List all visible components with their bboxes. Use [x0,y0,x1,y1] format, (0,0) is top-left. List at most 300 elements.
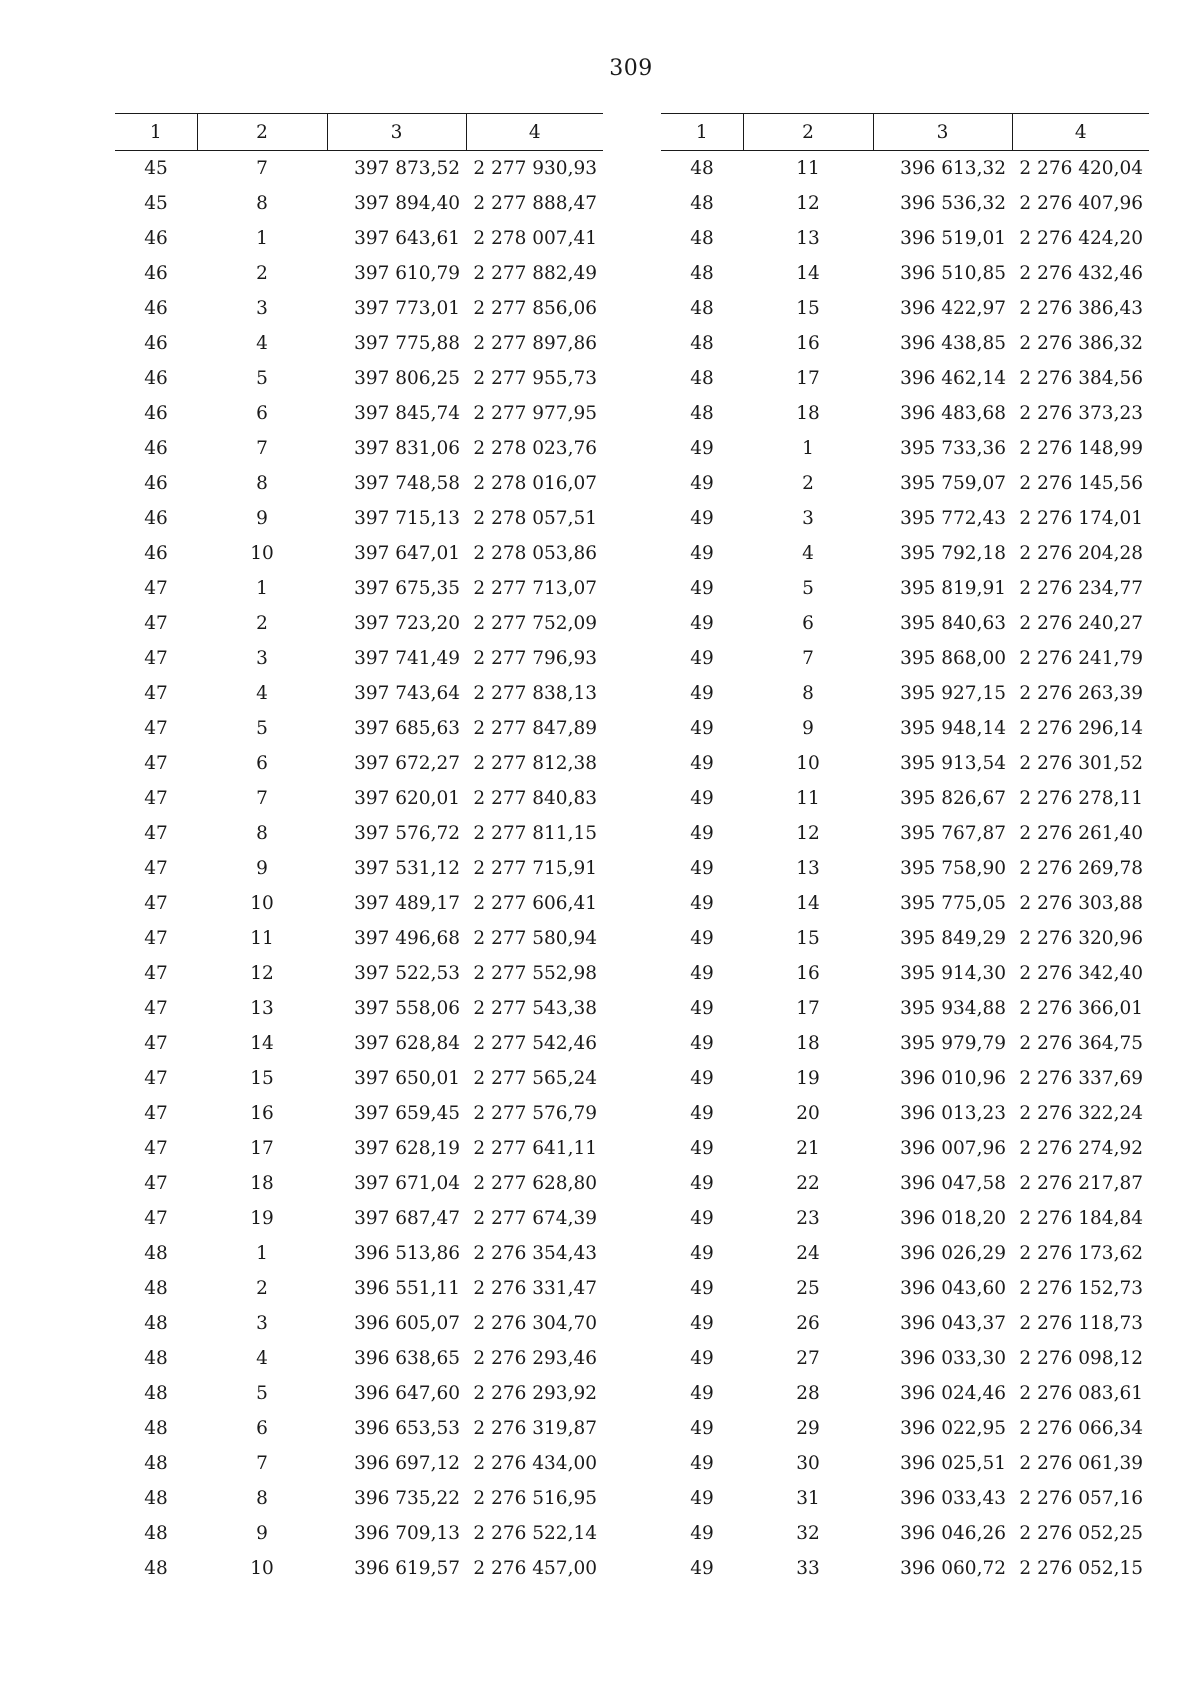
cell-plot-number: 48 [690,368,714,389]
cell-point-number: 1 [802,438,814,459]
cell-coordinate-y: 2 276 269,78 [1019,858,1143,879]
cell-point-number: 6 [256,753,268,774]
table-row [661,816,1149,851]
table-row [661,501,1149,536]
cell-coordinate-x: 397 873,52 [354,158,460,179]
cell-coordinate-y: 2 277 543,38 [473,998,597,1019]
table-row [115,606,603,641]
table-row [661,886,1149,921]
table-row [661,396,1149,431]
table-header-row [115,114,603,151]
cell-point-number: 8 [256,473,268,494]
table-row [661,256,1149,291]
cell-plot-number: 46 [144,473,168,494]
cell-point-number: 5 [256,718,268,739]
cell-coordinate-y: 2 276 434,00 [473,1453,597,1474]
cell-plot-number: 49 [690,1383,714,1404]
cell-coordinate-y: 2 277 713,07 [473,578,597,599]
cell-coordinate-x: 397 643,61 [354,228,460,249]
cell-point-number: 3 [256,648,268,669]
cell-plot-number: 49 [690,1348,714,1369]
cell-plot-number: 49 [690,1313,714,1334]
table-row [115,431,603,466]
table-row [661,1201,1149,1236]
cell-plot-number: 46 [144,228,168,249]
cell-plot-number: 49 [690,1103,714,1124]
cell-point-number: 3 [256,1313,268,1334]
cell-coordinate-y: 2 277 565,24 [473,1068,597,1089]
column-header-1: 1 [661,114,743,151]
table-row [115,1341,603,1376]
cell-point-number: 6 [256,403,268,424]
table-row [661,571,1149,606]
cell-coordinate-y: 2 277 888,47 [473,193,597,214]
cell-coordinate-y: 2 277 606,41 [473,893,597,914]
cell-point-number: 18 [250,1173,274,1194]
cell-coordinate-x: 396 033,43 [900,1488,1006,1509]
cell-plot-number: 49 [690,963,714,984]
cell-plot-number: 49 [690,1173,714,1194]
cell-coordinate-x: 396 438,85 [900,333,1006,354]
cell-plot-number: 47 [144,753,168,774]
cell-coordinate-x: 397 675,35 [354,578,460,599]
cell-coordinate-y: 2 277 838,13 [473,683,597,704]
cell-coordinate-y: 2 276 296,14 [1019,718,1143,739]
table-row [661,151,1149,187]
cell-coordinate-x: 396 043,37 [900,1313,1006,1334]
cell-plot-number: 46 [144,333,168,354]
cell-plot-number: 48 [690,333,714,354]
cell-coordinate-y: 2 276 432,46 [1019,263,1143,284]
table-row [115,1411,603,1446]
cell-plot-number: 47 [144,1068,168,1089]
table-row [661,221,1149,256]
cell-coordinate-y: 2 278 007,41 [473,228,597,249]
cell-plot-number: 47 [144,1033,168,1054]
cell-coordinate-x: 395 934,88 [900,998,1006,1019]
cell-point-number: 24 [796,1243,820,1264]
table-row [661,1061,1149,1096]
cell-coordinate-y: 2 277 847,89 [473,718,597,739]
cell-coordinate-x: 395 979,79 [900,1033,1006,1054]
cell-point-number: 16 [796,333,820,354]
cell-point-number: 23 [796,1208,820,1229]
cell-coordinate-x: 397 558,06 [354,998,460,1019]
cell-point-number: 11 [250,928,274,949]
table-row [115,711,603,746]
table-row [115,501,603,536]
cell-point-number: 18 [796,1033,820,1054]
cell-coordinate-x: 395 775,05 [900,893,1006,914]
cell-plot-number: 49 [690,858,714,879]
cell-coordinate-y: 2 276 234,77 [1019,578,1143,599]
cell-coordinate-x: 396 010,96 [900,1068,1006,1089]
cell-plot-number: 48 [144,1383,168,1404]
cell-point-number: 6 [256,1418,268,1439]
cell-plot-number: 49 [690,438,714,459]
cell-coordinate-y: 2 276 320,96 [1019,928,1143,949]
table-row [661,956,1149,991]
cell-coordinate-y: 2 276 061,39 [1019,1453,1143,1474]
cell-plot-number: 48 [690,298,714,319]
cell-coordinate-x: 396 536,32 [900,193,1006,214]
cell-coordinate-x: 395 759,07 [900,473,1006,494]
cell-point-number: 17 [796,998,820,1019]
cell-coordinate-x: 396 638,65 [354,1348,460,1369]
table-row [115,1026,603,1061]
cell-coordinate-y: 2 277 552,98 [473,963,597,984]
table-row [115,1271,603,1306]
cell-coordinate-x: 396 513,86 [354,1243,460,1264]
cell-coordinate-x: 396 647,60 [354,1383,460,1404]
cell-coordinate-x: 397 672,27 [354,753,460,774]
cell-coordinate-x: 397 715,13 [354,508,460,529]
cell-plot-number: 47 [144,578,168,599]
column-header-2: 2 [743,114,873,151]
cell-plot-number: 48 [690,228,714,249]
cell-plot-number: 49 [690,1068,714,1089]
cell-plot-number: 47 [144,613,168,634]
cell-point-number: 27 [796,1348,820,1369]
cell-coordinate-y: 2 276 386,32 [1019,333,1143,354]
column-header-3: 3 [327,114,466,151]
cell-coordinate-y: 2 276 098,12 [1019,1348,1143,1369]
cell-coordinate-x: 395 927,15 [900,683,1006,704]
cell-coordinate-y: 2 276 337,69 [1019,1068,1143,1089]
cell-coordinate-y: 2 276 241,79 [1019,648,1143,669]
cell-coordinate-x: 397 576,72 [354,823,460,844]
cell-point-number: 5 [802,578,814,599]
cell-coordinate-x: 397 685,63 [354,718,460,739]
cell-point-number: 21 [796,1138,820,1159]
page-number: 309 [609,56,653,81]
cell-coordinate-x: 397 671,04 [354,1173,460,1194]
cell-point-number: 6 [802,613,814,634]
cell-point-number: 14 [796,893,820,914]
cell-coordinate-x: 396 709,13 [354,1523,460,1544]
cell-coordinate-x: 397 659,45 [354,1103,460,1124]
cell-point-number: 4 [256,683,268,704]
cell-plot-number: 47 [144,1138,168,1159]
cell-coordinate-x: 395 767,87 [900,823,1006,844]
cell-coordinate-y: 2 277 897,86 [473,333,597,354]
cell-plot-number: 47 [144,1173,168,1194]
cell-coordinate-y: 2 276 152,73 [1019,1278,1143,1299]
cell-point-number: 28 [796,1383,820,1404]
table-row [661,326,1149,361]
table-row [661,1026,1149,1061]
cell-coordinate-x: 397 806,25 [354,368,460,389]
table-row [661,1446,1149,1481]
cell-point-number: 12 [250,963,274,984]
table-row [661,466,1149,501]
cell-coordinate-x: 396 619,57 [354,1558,460,1579]
cell-plot-number: 47 [144,1208,168,1229]
cell-point-number: 2 [802,473,814,494]
cell-coordinate-y: 2 276 261,40 [1019,823,1143,844]
cell-coordinate-x: 395 758,90 [900,858,1006,879]
cell-point-number: 1 [256,228,268,249]
cell-coordinate-y: 2 277 882,49 [473,263,597,284]
cell-point-number: 1 [256,578,268,599]
cell-plot-number: 49 [690,1208,714,1229]
cell-plot-number: 49 [690,928,714,949]
cell-coordinate-y: 2 276 342,40 [1019,963,1143,984]
table-row [115,291,603,326]
cell-plot-number: 45 [144,158,168,179]
table-row [661,1516,1149,1551]
cell-coordinate-y: 2 276 274,92 [1019,1138,1143,1159]
cell-coordinate-x: 396 033,30 [900,1348,1006,1369]
cell-coordinate-x: 397 628,19 [354,1138,460,1159]
column-header-4: 4 [1012,114,1149,151]
cell-coordinate-x: 395 792,18 [900,543,1006,564]
cell-point-number: 26 [796,1313,820,1334]
cell-point-number: 8 [256,1488,268,1509]
table-row [661,1411,1149,1446]
cell-coordinate-y: 2 276 322,24 [1019,1103,1143,1124]
cell-coordinate-x: 395 826,67 [900,788,1006,809]
cell-coordinate-x: 395 868,00 [900,648,1006,669]
cell-plot-number: 47 [144,998,168,1019]
cell-point-number: 32 [796,1523,820,1544]
cell-coordinate-x: 397 628,84 [354,1033,460,1054]
cell-coordinate-x: 396 043,60 [900,1278,1006,1299]
cell-coordinate-y: 2 277 840,83 [473,788,597,809]
cell-coordinate-x: 397 748,58 [354,473,460,494]
table-row [661,711,1149,746]
cell-point-number: 2 [256,1278,268,1299]
cell-coordinate-x: 396 022,95 [900,1418,1006,1439]
table-row [115,1061,603,1096]
cell-point-number: 16 [796,963,820,984]
cell-coordinate-x: 395 913,54 [900,753,1006,774]
cell-point-number: 17 [796,368,820,389]
cell-coordinate-x: 396 024,46 [900,1383,1006,1404]
cell-plot-number: 48 [690,158,714,179]
cell-point-number: 14 [250,1033,274,1054]
cell-point-number: 8 [802,683,814,704]
cell-point-number: 7 [256,1453,268,1474]
cell-plot-number: 47 [144,963,168,984]
table-row [661,536,1149,571]
cell-point-number: 29 [796,1418,820,1439]
cell-coordinate-x: 396 007,96 [900,1138,1006,1159]
column-header-3: 3 [873,114,1012,151]
cell-point-number: 20 [796,1103,820,1124]
cell-coordinate-y: 2 276 204,28 [1019,543,1143,564]
table-row [661,431,1149,466]
cell-coordinate-x: 397 743,64 [354,683,460,704]
cell-point-number: 15 [796,928,820,949]
cell-coordinate-y: 2 276 173,62 [1019,1243,1143,1264]
table-row [115,221,603,256]
cell-coordinate-x: 395 849,29 [900,928,1006,949]
cell-point-number: 1 [256,1243,268,1264]
cell-coordinate-y: 2 276 384,56 [1019,368,1143,389]
cell-coordinate-y: 2 276 373,23 [1019,403,1143,424]
table-body-left [115,151,603,1587]
table-row [115,466,603,501]
table-row [661,781,1149,816]
cell-coordinate-x: 395 819,91 [900,578,1006,599]
cell-plot-number: 46 [144,403,168,424]
cell-point-number: 9 [256,858,268,879]
cell-plot-number: 49 [690,1033,714,1054]
cell-coordinate-x: 396 013,23 [900,1103,1006,1124]
cell-plot-number: 48 [144,1348,168,1369]
cell-point-number: 31 [796,1488,820,1509]
cell-point-number: 19 [796,1068,820,1089]
column-header-2: 2 [197,114,327,151]
cell-coordinate-y: 2 276 184,84 [1019,1208,1143,1229]
cell-point-number: 8 [256,193,268,214]
cell-point-number: 12 [796,193,820,214]
cell-coordinate-x: 397 894,40 [354,193,460,214]
cell-coordinate-y: 2 277 674,39 [473,1208,597,1229]
cell-plot-number: 48 [690,193,714,214]
table-header-row [661,114,1149,151]
cell-point-number: 9 [256,508,268,529]
cell-point-number: 5 [256,1383,268,1404]
cell-plot-number: 49 [690,1523,714,1544]
cell-coordinate-x: 396 735,22 [354,1488,460,1509]
cell-coordinate-y: 2 277 930,93 [473,158,597,179]
cell-coordinate-y: 2 277 955,73 [473,368,597,389]
cell-point-number: 19 [250,1208,274,1229]
cell-plot-number: 49 [690,543,714,564]
cell-coordinate-x: 396 025,51 [900,1453,1006,1474]
cell-coordinate-y: 2 276 083,61 [1019,1383,1143,1404]
cell-coordinate-x: 397 610,79 [354,263,460,284]
cell-plot-number: 46 [144,298,168,319]
cell-point-number: 7 [802,648,814,669]
table-row [661,1096,1149,1131]
cell-coordinate-x: 396 018,20 [900,1208,1006,1229]
cell-coordinate-y: 2 276 303,88 [1019,893,1143,914]
cell-point-number: 33 [796,1558,820,1579]
table-row [115,1446,603,1481]
cell-point-number: 17 [250,1138,274,1159]
cell-coordinate-y: 2 276 386,43 [1019,298,1143,319]
cell-coordinate-y: 2 276 516,95 [473,1488,597,1509]
cell-plot-number: 47 [144,718,168,739]
cell-point-number: 11 [796,788,820,809]
cell-point-number: 9 [256,1523,268,1544]
column-header-4: 4 [466,114,603,151]
table-row [661,676,1149,711]
cell-coordinate-x: 396 697,12 [354,1453,460,1474]
cell-coordinate-y: 2 276 407,96 [1019,193,1143,214]
cell-coordinate-y: 2 277 580,94 [473,928,597,949]
cell-coordinate-y: 2 277 796,93 [473,648,597,669]
cell-point-number: 11 [796,158,820,179]
table-row [115,816,603,851]
cell-point-number: 7 [256,158,268,179]
cell-coordinate-y: 2 277 977,95 [473,403,597,424]
table-row [115,641,603,676]
cell-coordinate-x: 395 840,63 [900,613,1006,634]
table-row [661,1306,1149,1341]
cell-coordinate-x: 397 620,01 [354,788,460,809]
table-row [115,1166,603,1201]
cell-plot-number: 47 [144,823,168,844]
cell-coordinate-x: 397 741,49 [354,648,460,669]
cell-coordinate-y: 2 276 052,15 [1019,1558,1143,1579]
cell-point-number: 3 [256,298,268,319]
cell-coordinate-y: 2 278 057,51 [473,508,597,529]
cell-plot-number: 47 [144,1103,168,1124]
cell-coordinate-y: 2 276 278,11 [1019,788,1143,809]
table-row [115,151,603,187]
cell-coordinate-y: 2 276 066,34 [1019,1418,1143,1439]
cell-coordinate-x: 397 522,53 [354,963,460,984]
table-row [661,606,1149,641]
cell-plot-number: 49 [690,1278,714,1299]
cell-coordinate-x: 396 653,53 [354,1418,460,1439]
cell-plot-number: 49 [690,893,714,914]
cell-point-number: 7 [256,438,268,459]
table-row [661,186,1149,221]
cell-point-number: 10 [250,543,274,564]
cell-plot-number: 46 [144,368,168,389]
cell-point-number: 9 [802,718,814,739]
cell-plot-number: 47 [144,788,168,809]
cell-coordinate-y: 2 277 715,91 [473,858,597,879]
table-row [661,1341,1149,1376]
table-row [115,396,603,431]
cell-coordinate-y: 2 276 145,56 [1019,473,1143,494]
cell-plot-number: 49 [690,613,714,634]
cell-plot-number: 49 [690,1243,714,1264]
cell-plot-number: 48 [690,403,714,424]
cell-plot-number: 49 [690,753,714,774]
cell-coordinate-y: 2 276 174,01 [1019,508,1143,529]
cell-coordinate-y: 2 276 293,46 [473,1348,597,1369]
cell-point-number: 22 [796,1173,820,1194]
cell-plot-number: 49 [690,508,714,529]
cell-plot-number: 47 [144,893,168,914]
cell-coordinate-y: 2 277 576,79 [473,1103,597,1124]
cell-coordinate-y: 2 276 217,87 [1019,1173,1143,1194]
table-row [661,1271,1149,1306]
table-row [115,1306,603,1341]
table-row [115,1131,603,1166]
cell-plot-number: 49 [690,823,714,844]
table-row [661,851,1149,886]
cell-coordinate-y: 2 277 812,38 [473,753,597,774]
table-row [115,676,603,711]
table-row [115,991,603,1026]
cell-coordinate-y: 2 276 331,47 [473,1278,597,1299]
cell-coordinate-y: 2 277 542,46 [473,1033,597,1054]
cell-plot-number: 48 [144,1278,168,1299]
cell-coordinate-y: 2 276 293,92 [473,1383,597,1404]
cell-point-number: 15 [250,1068,274,1089]
table-row [115,781,603,816]
cell-point-number: 5 [256,368,268,389]
table-row [661,1376,1149,1411]
table-row [115,326,603,361]
cell-point-number: 4 [256,333,268,354]
table-row [661,1481,1149,1516]
cell-coordinate-x: 396 519,01 [900,228,1006,249]
table-row [115,186,603,221]
cell-plot-number: 49 [690,1488,714,1509]
cell-point-number: 2 [256,613,268,634]
cell-plot-number: 47 [144,648,168,669]
cell-coordinate-x: 396 605,07 [354,1313,460,1334]
